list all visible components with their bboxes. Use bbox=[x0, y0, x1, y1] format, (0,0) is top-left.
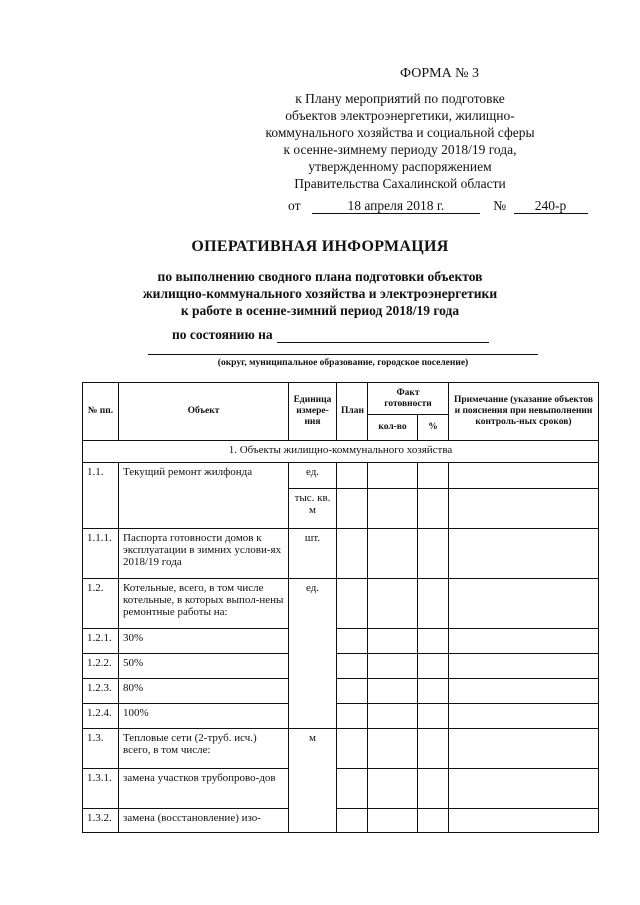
header-line: Правительства Сахалинской области bbox=[294, 176, 506, 191]
fact-percent-cell bbox=[418, 679, 449, 704]
row-unit: шт. bbox=[289, 529, 337, 579]
header-line: к Плану мероприятий по подготовке bbox=[295, 91, 505, 106]
row-num: 1.2. bbox=[83, 579, 119, 629]
row-num: 1.1. bbox=[83, 463, 119, 529]
note-cell bbox=[449, 679, 599, 704]
plan-cell bbox=[337, 463, 368, 489]
fact-count-cell bbox=[368, 579, 418, 629]
fact-percent-cell bbox=[418, 489, 449, 529]
from-label: от bbox=[288, 198, 301, 213]
col-header-unit: Единица измере-ния bbox=[289, 383, 337, 441]
col-header-fact-count: кол-во bbox=[368, 415, 418, 441]
note-cell bbox=[449, 654, 599, 679]
table-row bbox=[83, 704, 599, 729]
row-num: 1.2.3. bbox=[83, 679, 119, 704]
plan-cell bbox=[337, 679, 368, 704]
fact-count-cell bbox=[368, 729, 418, 769]
table-row bbox=[83, 809, 599, 833]
note-cell bbox=[449, 629, 599, 654]
plan-cell bbox=[337, 579, 368, 629]
row-num: 1.1.1. bbox=[83, 529, 119, 579]
row-object: Котельные, всего, в том числе котельные, в которых выпол-нены ремонтные работы на: bbox=[119, 579, 289, 629]
table-row bbox=[83, 529, 599, 579]
number-label: № bbox=[493, 198, 507, 213]
col-header-num: № пп. bbox=[83, 383, 119, 441]
row-object: 50% bbox=[119, 654, 289, 679]
row-num: 1.3.1. bbox=[83, 769, 119, 809]
note-cell bbox=[449, 769, 599, 809]
table-row bbox=[83, 769, 599, 809]
header-line: коммунального хозяйства и социальной сферы bbox=[265, 125, 535, 140]
col-header-plan: План bbox=[337, 383, 368, 441]
fact-percent-cell bbox=[418, 769, 449, 809]
decree-date-line bbox=[288, 198, 588, 214]
fact-percent-cell bbox=[418, 529, 449, 579]
form-number: ФОРМА № 3 bbox=[400, 66, 480, 81]
plan-cell bbox=[337, 529, 368, 579]
row-unit: ед. bbox=[289, 579, 337, 729]
row-num: 1.3.2. bbox=[83, 809, 119, 833]
table-row bbox=[83, 463, 599, 489]
col-header-note: Примечание (указание объектов и пояснения при невыполнении контроль-ных сроков) bbox=[449, 383, 599, 441]
note-cell bbox=[449, 729, 599, 769]
row-object: замена участков трубопрово-дов bbox=[119, 769, 289, 809]
report-table bbox=[82, 382, 599, 833]
as-of-label: по состоянию на bbox=[172, 327, 273, 342]
fact-count-cell bbox=[368, 489, 418, 529]
note-cell bbox=[449, 529, 599, 579]
subtitle-line: жилищно-коммунального хозяйства и электроэнергетики bbox=[142, 286, 498, 301]
row-unit: м bbox=[289, 729, 337, 833]
area-blank-line bbox=[148, 354, 538, 355]
document-subtitle bbox=[0, 268, 640, 319]
row-object: 80% bbox=[119, 679, 289, 704]
subtitle-line: по выполнению сводного плана подготовки объектов bbox=[157, 269, 483, 284]
plan-cell bbox=[337, 654, 368, 679]
row-object: замена (восстановление) изо- bbox=[119, 809, 289, 833]
row-num: 1.2.4. bbox=[83, 704, 119, 729]
fact-count-cell bbox=[368, 679, 418, 704]
decree-date: 18 апреля 2018 г. bbox=[312, 199, 480, 214]
plan-cell bbox=[337, 629, 368, 654]
fact-percent-cell bbox=[418, 579, 449, 629]
fact-percent-cell bbox=[418, 809, 449, 833]
subtitle-line: к работе в осенне-зимний период 2018/19 года bbox=[180, 303, 460, 318]
row-object: 30% bbox=[119, 629, 289, 654]
row-object: Тепловые сети (2-труб. исч.) всего, в том числе: bbox=[119, 729, 289, 769]
fact-percent-cell bbox=[418, 629, 449, 654]
fact-count-cell bbox=[368, 654, 418, 679]
plan-cell bbox=[337, 489, 368, 529]
table-row bbox=[83, 729, 599, 769]
row-object: Паспорта готовности домов к эксплуатации в зимних услови-ях 2018/19 года bbox=[119, 529, 289, 579]
note-cell bbox=[449, 463, 599, 489]
row-object: 100% bbox=[119, 704, 289, 729]
area-caption: (округ, муниципальное образование, городское поселение) bbox=[217, 358, 469, 368]
fact-count-cell bbox=[368, 704, 418, 729]
row-num: 1.2.2. bbox=[83, 654, 119, 679]
document-title: ОПЕРАТИВНАЯ ИНФОРМАЦИЯ bbox=[191, 238, 449, 255]
note-cell bbox=[449, 579, 599, 629]
as-of-line bbox=[172, 327, 489, 343]
header-line: объектов электроэнергетики, жилищно- bbox=[285, 108, 515, 123]
row-num: 1.2.1. bbox=[83, 629, 119, 654]
fact-percent-cell bbox=[418, 729, 449, 769]
fact-count-cell bbox=[368, 769, 418, 809]
fact-count-cell bbox=[368, 629, 418, 654]
fact-count-cell bbox=[368, 529, 418, 579]
note-cell bbox=[449, 809, 599, 833]
note-cell bbox=[449, 489, 599, 529]
form-attachment-header bbox=[240, 90, 560, 192]
plan-cell bbox=[337, 704, 368, 729]
as-of-blank bbox=[277, 328, 489, 343]
table-row bbox=[83, 654, 599, 679]
col-header-fact: Факт готовности bbox=[368, 383, 449, 415]
col-header-object: Объект bbox=[119, 383, 289, 441]
col-header-fact-percent: % bbox=[418, 415, 449, 441]
section-row bbox=[83, 441, 599, 463]
row-unit: ед. bbox=[289, 463, 337, 489]
decree-number: 240-р bbox=[514, 199, 588, 214]
header-line: к осенне-зимнему периоду 2018/19 года, bbox=[283, 142, 517, 157]
header-line: утвержденному распоряжением bbox=[308, 159, 492, 174]
table-header-row bbox=[83, 383, 599, 415]
fact-percent-cell bbox=[418, 704, 449, 729]
table-row bbox=[83, 679, 599, 704]
section-title: 1. Объекты жилищно-коммунального хозяйства bbox=[83, 441, 599, 463]
row-num: 1.3. bbox=[83, 729, 119, 769]
plan-cell bbox=[337, 729, 368, 769]
fact-percent-cell bbox=[418, 463, 449, 489]
table-row bbox=[83, 629, 599, 654]
plan-cell bbox=[337, 769, 368, 809]
fact-count-cell bbox=[368, 463, 418, 489]
plan-cell bbox=[337, 809, 368, 833]
row-unit: тыс. кв. м bbox=[289, 489, 337, 529]
table-row bbox=[83, 579, 599, 629]
fact-percent-cell bbox=[418, 654, 449, 679]
note-cell bbox=[449, 704, 599, 729]
row-object: Текущий ремонт жилфонда bbox=[119, 463, 289, 529]
fact-count-cell bbox=[368, 809, 418, 833]
